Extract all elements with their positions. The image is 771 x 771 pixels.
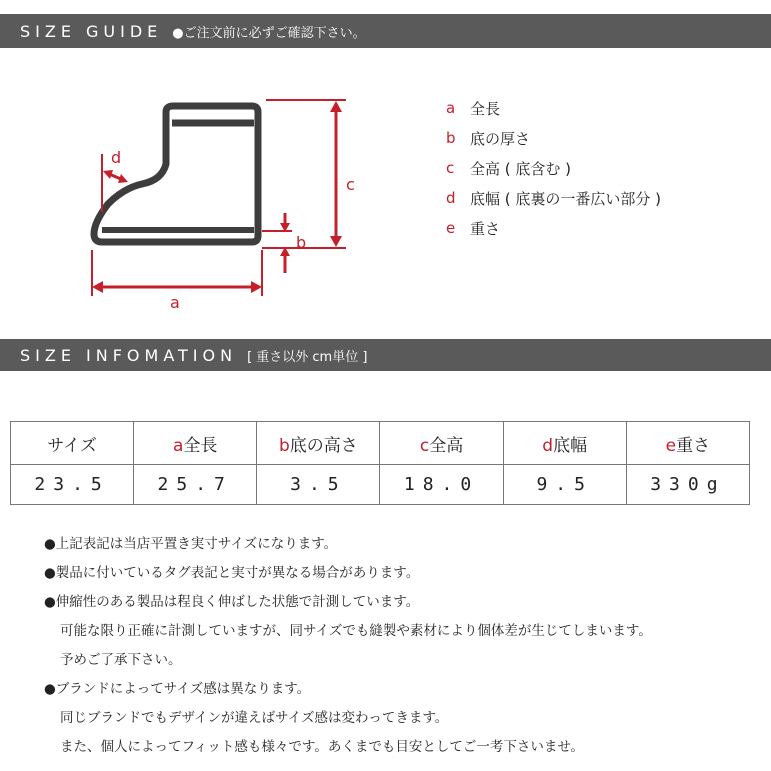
legend-text: 全長 (470, 99, 501, 118)
note-line: ●ブランドによってサイズ感は異なります。 (44, 681, 311, 697)
table-header-c (380, 422, 503, 465)
size-guide-title: SIZE GUIDE (20, 21, 163, 41)
legend-item-c (446, 153, 661, 183)
legend-key: a (446, 99, 456, 117)
legend-text: 重さ (470, 219, 501, 238)
table-header-d (503, 422, 626, 465)
note-line: ●製品に付いているタグ表記と実寸が異なる場合があります。 (44, 565, 420, 581)
legend-text: 全高 ( 底含む ) (470, 159, 572, 178)
table-cell-a: 25.7 (134, 465, 257, 505)
table-cell-c: 18.0 (380, 465, 503, 505)
table-header-size (11, 422, 134, 465)
legend-item-d (446, 183, 661, 213)
table-cell-d: 9.5 (503, 465, 626, 505)
table-header-e (626, 422, 749, 465)
table-cell-e: 330g (626, 465, 749, 505)
legend-item-a (446, 93, 661, 123)
header-key: c (419, 435, 430, 456)
table-header-row (11, 422, 750, 465)
boot-illustration (80, 90, 370, 315)
table-header-b (257, 422, 380, 465)
note-line: また、個人によってフィット感も様々です。あくまでも目安としてご一考下さいませ。 (60, 739, 584, 755)
note-line: 同じブランドでもデザインが違えばサイズ感は変わってきます。 (60, 710, 449, 726)
boot-diagram (80, 90, 370, 315)
measure-d-arrowhead-left (103, 170, 113, 179)
note-line: ●上記表記は当店平置き実寸サイズになります。 (44, 536, 338, 552)
measurement-legend (446, 93, 661, 243)
table-row (11, 465, 750, 505)
size-info-title: SIZE INFOMATION (20, 345, 238, 365)
table-cell-b: 3.5 (257, 465, 380, 505)
size-guide-header (0, 14, 771, 48)
measure-d-arrowhead-right (118, 174, 128, 183)
header-label: サイズ (47, 435, 97, 456)
header-key: e (665, 435, 677, 456)
legend-item-b (446, 123, 661, 153)
legend-key: d (446, 189, 456, 207)
size-guide-note: ●ご注文前に必ずご確認下さい。 (172, 25, 366, 41)
measure-c-arrowhead-bottom (330, 236, 342, 247)
notes-list (44, 530, 652, 762)
measure-a-arrowhead-left (92, 281, 103, 293)
size-info-header (0, 339, 771, 371)
legend-key: b (446, 129, 456, 147)
header-label: 重さ (676, 435, 711, 456)
header-label: 全長 (183, 435, 218, 456)
measure-c-arrowhead-top (330, 101, 342, 112)
size-table (10, 421, 750, 505)
measure-a-label: a (170, 293, 180, 312)
note-line: 予めご了承下さい。 (60, 652, 182, 668)
measure-d-label: d (111, 148, 122, 167)
header-label: 全高 (429, 435, 464, 456)
legend-text: 底の厚さ (470, 129, 531, 148)
note-line: ●伸縮性のある製品は程良く伸ばした状態で計測しています。 (44, 594, 420, 610)
table-header-a (134, 422, 257, 465)
header-key: d (542, 435, 554, 456)
header-key: b (278, 435, 290, 456)
legend-item-e (446, 213, 661, 243)
measure-a-arrowhead-right (251, 281, 262, 293)
measure-c-label: c (346, 175, 355, 194)
legend-key: e (446, 219, 456, 237)
header-label: 底の高さ (289, 435, 358, 456)
measure-b-label: b (296, 233, 307, 252)
legend-key: c (446, 159, 455, 177)
note-line: 可能な限り正確に計測していますが、同サイズでも縫製や素材により個体差が生じてしまいます。 (60, 623, 652, 639)
header-label: 底幅 (553, 435, 588, 456)
table-cell-size: 23.5 (11, 465, 134, 505)
legend-text: 底幅 ( 底裏の一番広い部分 ) (470, 189, 662, 208)
size-info-note: [ 重さ以外 cm単位 ] (247, 349, 368, 365)
header-key: a (173, 435, 184, 456)
